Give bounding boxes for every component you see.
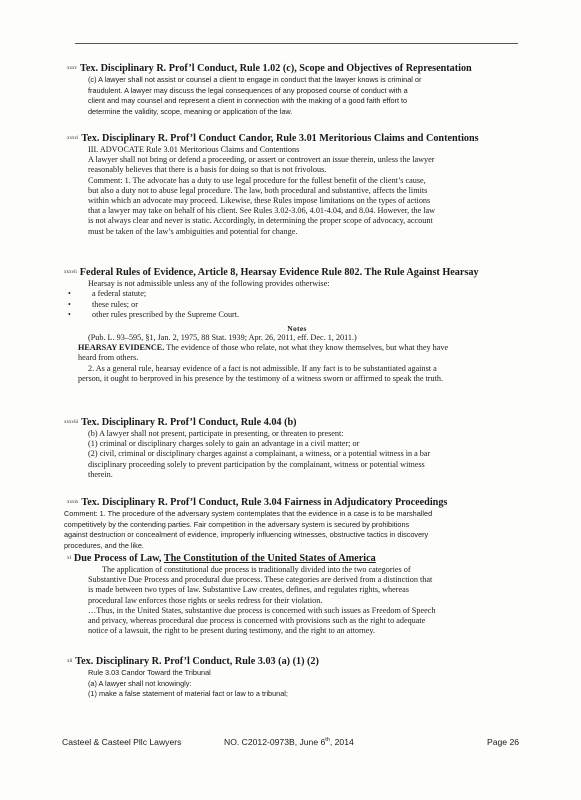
endnote-heading: $^{xli}$ Tex. Disciplinary R. Prof’l Conduct, Rule 3.03 (a) (1) (2) [67, 656, 319, 667]
endnote-xxxix [62, 497, 532, 551]
endnote-body: HEARSAY EVIDENCE. The evidence of those who relate, not what they know themselves, but what they have heard from others. 2. As a general rule, hearsay evidence of a fact is not admissible. If any fact is to be substantiated against a person, it ought to berproved in his presence by the testimony of a witness sworn or affirmed to speak the truth. [78, 343, 449, 383]
footer-firm: Casteel & Casteel Pllc Lawyers [62, 737, 182, 747]
list-item: • other rules prescribed by the Supreme Court. [62, 310, 532, 321]
endnote-heading: $^{xxxix}$ Tex. Disciplinary R. Prof’l Conduct, Rule 3.04 Fairness in Adjudicatory Proceedings [67, 497, 448, 508]
endnote-xxxvi [62, 133, 532, 237]
endnote-xl [62, 553, 532, 636]
endnote-xli [62, 656, 532, 700]
endnote-body: (Pub. L. 93–595, §1, Jan. 2, 1975, 88 Stat. 1939; Apr. 26, 2011, eff. Dec. 1, 2011.) [88, 332, 357, 342]
endnote-body: (c) A lawyer shall not assist or counsel a client to engage in conduct that the lawyer knows is criminal or fraudulent. A lawyer may discuss the legal consequences of any proposed course of conduct with a client and may counsel and represent a client in connection with the making of a good faith effort to determine the validity, scope, meaning or application of the law. [88, 75, 422, 116]
endnote-body: Rule 3.03 Candor Toward the Tribunal (a) A lawyer shall not knowingly: (1) make a false statement of material fact or law to a tribunal; [88, 668, 288, 699]
endnote-heading: $^{xxxvii}$ Federal Rules of Evidence, Article 8, Hearsay Evidence Rule 802. The Rule Against Hearsay [64, 267, 479, 278]
endnote-xxxviii [62, 417, 532, 480]
endnote-body: The application of constitutional due process is traditionally divided into the two categories of Substantive Due Process and procedural due process. These categories are derived from a distinction that is made between two types of law. Substantive Law creates, defines, and regulates rights, whereas procedural law enforces those rights or seeks redress for their violation. …Thus, in the United States, substantive due process is concerned with such issues as Freedom of Speech and privacy, whereas procedural due process is concerned with provisions such as the right to adequate notice of a lawsuit, the right to be present during testimony, and the right to an attorney. [88, 565, 436, 636]
footer-case-number: NO. C2012-0973B, June 6th, 2014 [224, 737, 354, 747]
endnote-body: (b) A lawyer shall not present, participate in presenting, or threaten to present: (1) criminal or disciplinary charges solely to gain an advantage in a civil matter; or (2) civil, criminal or disciplinary charges against a complainant, a witness, or a potential witness in a bar disciplinary proceeding solely to prevent participation by the complainant, witness or potential witness therein. [88, 429, 431, 479]
endnote-body: Comment: 1. The procedure of the adversary system contemplates that the evidence in a case is to be marshalled competitively by the contending parties. Fair competition in the adversary system is secured by prohibitions against destruction or concealment of evidence, improperly influencing witnesses, obstructive tactics in discovery procedures, and the like. [64, 509, 433, 550]
endnote-body: Hearsay is not admissible unless any of the following provides otherwise: [88, 279, 330, 288]
footer-page-number: Page 26 [487, 737, 520, 747]
list-item: • these rules; or [62, 300, 532, 311]
header-rule [75, 43, 518, 44]
endnote-body: III. ADVOCATE Rule 3.01 Meritorious Claims and Contentions A lawyer shall not bring or defend a proceeding, or assert or controvert an issue therein, unless the lawyer reasonably believes that there is a basis for doing so that is not frivolous. Comment: 1. The advocate has a duty to use legal procedure for the fullest benefit of the client’s cause, but also a duty not to abuse legal procedure. The law, both procedural and substantive, affects the limits within which an advocate may proceed. Likewise, these Rules impose limitations on the types of actions that a lawyer may take on behalf of his client. See Rules 3.02-3.06, 4.01-4.04, and 8.04. However, the law is not always clear and never is static. Accordingly, in determining the proper scope of advocacy, account must be taken of the law’s ambiguities and potential for change. [88, 145, 436, 236]
endnote-heading: $^{xxxviii}$ Tex. Disciplinary R. Prof’l Conduct, Rule 4.04 (b) [64, 417, 297, 428]
bullet-list [62, 289, 532, 321]
endnote-xxxv [62, 63, 532, 117]
endnote-heading: $^{xl}$ Due Process of Law, The Constitution of the United States of America [67, 553, 376, 564]
endnote-xxxvii [62, 267, 532, 384]
list-item: • a federal statute; [62, 289, 532, 300]
notes-heading: Notes [287, 323, 307, 333]
endnote-heading: $^{xxxvi}$ Tex. Disciplinary R. Prof’l Conduct Candor, Rule 3.01 Meritorious Claims and Contentions [67, 133, 479, 144]
endnote-heading: $^{xxxv}$ Tex. Disciplinary R. Prof’l Conduct, Rule 1.02 (c), Scope and Objectives of Representation [67, 63, 472, 74]
